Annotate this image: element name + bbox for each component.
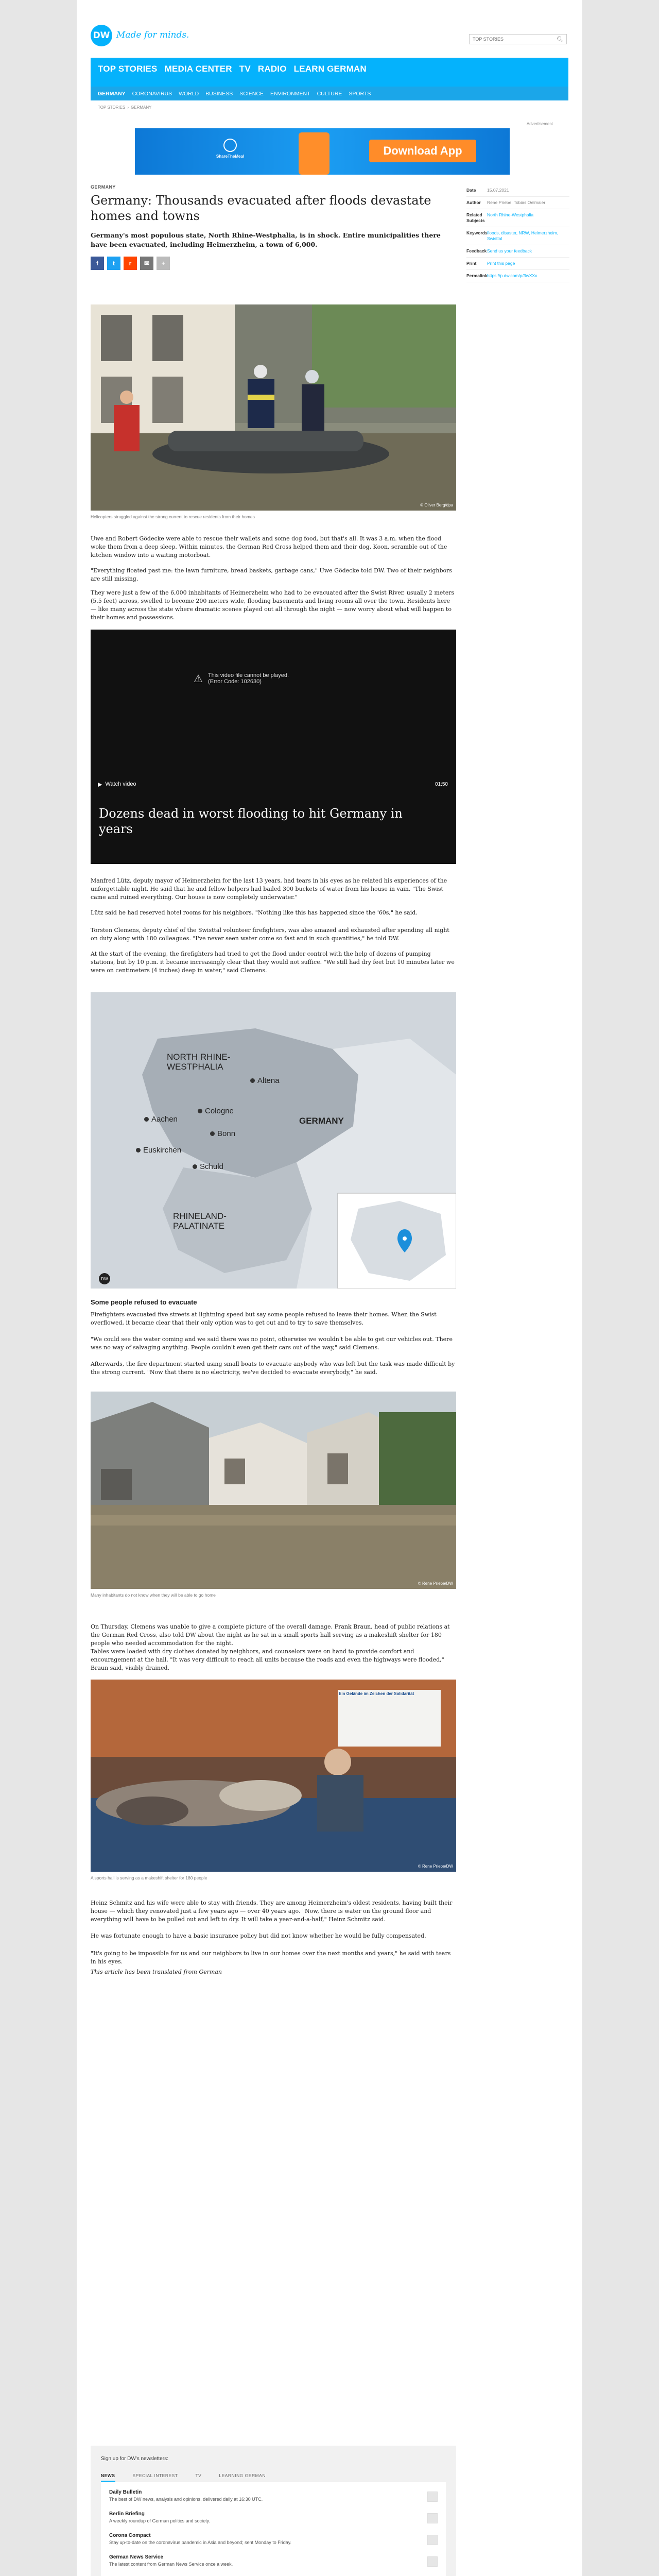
nav-radio[interactable]: RADIO <box>257 64 287 74</box>
article-intro: Germany's most populous state, North Rhine-Westphalia, is in shock. Entire municipalities there have been evacuated, including Heimerzheim, a town of 6,000. <box>91 231 441 248</box>
newsletter-item: German News Service The latest content from German News Service once a week. <box>101 2551 446 2573</box>
ad-label: Advertisement <box>526 122 553 126</box>
nav-media-center[interactable]: MEDIA CENTER <box>164 64 232 74</box>
photo-rescue-boat[interactable] <box>91 304 456 511</box>
video-player[interactable] <box>91 630 456 864</box>
map-city-schuld: Schuld <box>193 1162 223 1171</box>
newsletter-title: Sign up for DW's newsletters: <box>101 2456 168 2462</box>
meta-author: Author Rene Priebe, Tobias Oelmaier <box>466 197 569 209</box>
photo-credit: © Rene Priebe/DW <box>418 1864 453 1869</box>
tab-learning-german[interactable]: LEARNING GERMAN <box>219 2473 266 2478</box>
paragraph: Uwe and Robert Gödecke were able to rescue their wallets and some dog food, but that's all. It was 3 a.m. when the flood woke them from a deep sleep. Within minutes, the German Red Cross helped them and their dog, Koon, scramble out of the kitchen window into a waiting motorboat. <box>91 535 447 558</box>
subnav-culture[interactable]: CULTURE <box>317 90 342 97</box>
article-kicker: GERMANY <box>91 184 116 190</box>
nav-tv[interactable]: TV <box>239 64 251 74</box>
map-dw-logo: DW <box>99 1273 110 1284</box>
figure-flooded-street <box>91 1392 456 1598</box>
nav-learn-german[interactable]: LEARN GERMAN <box>293 64 367 74</box>
dw-logo[interactable]: DW <box>91 25 112 46</box>
map-city-bonn: Bonn <box>210 1129 235 1138</box>
breadcrumb-top-stories[interactable]: TOP STORIES <box>98 105 126 110</box>
tagline: Made for minds. <box>116 30 189 40</box>
map-region-rlp: RHINELAND- PALATINATE <box>173 1211 227 1231</box>
flood-map[interactable] <box>91 992 456 1289</box>
photo-credit: © Rene Priebe/DW <box>418 1581 453 1586</box>
photo-credit: © Oliver Berg/dpa <box>420 503 453 507</box>
subnav-science[interactable]: SCIENCE <box>239 90 264 97</box>
ad-banner[interactable] <box>135 128 510 175</box>
paragraph: Afterwards, the fire department started using small boats to evacuate anybody who was left but the task was made difficult by the strong current. "Now that there is no electricity, we've decided to evacuate everybody," he said. <box>91 1361 455 1376</box>
hall-banner-text: Ein Gelände im Zeichen der Solidarität <box>339 1691 414 1696</box>
meta-related: Related Subjects North Rhine-Westphalia <box>466 209 569 227</box>
subnav-business[interactable]: BUSINESS <box>205 90 233 97</box>
main-nav <box>91 58 568 100</box>
video-duration: 01:50 <box>435 781 448 787</box>
paragraph: Lütz said he had reserved hotel rooms for his neighbors. "Nothing like this has happened since the '60s," he said. <box>91 909 418 916</box>
ad-brand: ShareTheMeal <box>212 139 248 165</box>
map-city-altena: Altena <box>250 1076 280 1085</box>
paragraph: On Thursday, Clemens was unable to give a complete picture of the overall damage. Frank Braun, head of public relations at the German Red Cross, also told DW about the night as he sat in a small sports hall serving as a makeshift shelter for 180 people who needed accommodation for the night. <box>91 1623 450 1647</box>
photo-sports-hall[interactable] <box>91 1680 456 1872</box>
video-title: Dozens dead in worst flooding to hit Germany in years <box>99 806 403 836</box>
tab-news[interactable]: NEWS <box>101 2469 115 2482</box>
subnav-world[interactable]: WORLD <box>179 90 199 97</box>
search-box <box>469 34 567 44</box>
search-icon[interactable]: 🔍︎ <box>557 36 564 43</box>
search-input[interactable] <box>470 35 555 43</box>
meta-print: Print Print this page <box>466 258 569 270</box>
phone-illustration <box>299 132 330 175</box>
video-controls <box>91 777 456 791</box>
paragraph: Heinz Schmitz and his wife were able to stay with friends. They are among Heimerzheim's oldest residents, having built their house — which they renovated just a few years ago — over 40 years ago. "Now, there is water on the ground floor and everything will have to be pulled out and left to dry. It will take a year-and-a-half," Heinz Schmitz said. <box>91 1900 453 1923</box>
video-error: ⚠ This video file cannot be played. (Error Code: 102630) <box>194 672 289 685</box>
subnav-coronavirus[interactable]: CORONAVIRUS <box>132 90 172 97</box>
meta-keywords: Keywords floods, disaster, NRW, Heimerzheim, Swisttal <box>466 227 569 245</box>
photo-caption: A sports hall is serving as a makeshift shelter for 180 people <box>91 1875 207 1880</box>
article-meta-sidebar <box>466 184 569 282</box>
newsletter-checkbox[interactable] <box>427 2513 438 2523</box>
newsletter-item: Corona Compact Stay up-to-date on the coronavirus pandemic in Asia and beyond; sent Monday to Friday. <box>101 2530 446 2551</box>
more-share-icon[interactable]: + <box>157 257 170 270</box>
map-city-aachen: Aachen <box>144 1115 178 1124</box>
subnav-environment[interactable]: ENVIRONMENT <box>270 90 310 97</box>
map-city-euskirchen: Euskirchen <box>136 1146 181 1155</box>
facebook-share-icon[interactable]: f <box>91 257 104 270</box>
reddit-share-icon[interactable]: r <box>124 257 137 270</box>
map-country: GERMANY <box>299 1116 344 1126</box>
paragraph: They were just a few of the 6,000 inhabitants of Heimerzheim who had to be evacuated after the Swist River, usually 2 meters (5.5 feet) across, swelled to become 200 meters wide, flooding basements and living rooms all over the town. Residents here — like many across the state where dramatic scenes played out all through the night — now worry about what will happen to their homes and possessions. <box>91 589 455 621</box>
play-button[interactable]: ▶ Watch video <box>98 781 136 788</box>
paragraph: He was fortunate enough to have a basic insurance policy but did not know whether he would be fully compensated. <box>91 1933 426 1939</box>
photo-flooded-street[interactable] <box>91 1392 456 1589</box>
paragraph: "Everything floated past me: the lawn furniture, bread baskets, garbage cans," Uwe Gödecke told DW. Two of their neighbors are still missing. <box>91 567 453 582</box>
tab-tv[interactable]: TV <box>195 2473 202 2478</box>
subheading: Some people refused to evacuate <box>91 1298 197 1306</box>
paragraph: At the start of the evening, the firefighters had tried to get the flood under control with the help of dozens of pumping stations, but by 10 p.m. it became increasingly clear that they would not suffice. "We still had dry feet but 10 minutes later we were on centimeters (4 inches) deep in water," said Clemens. <box>91 951 455 974</box>
newsletter-item: Berlin Briefing A weekly roundup of German politics and society. <box>101 2508 446 2530</box>
play-icon: ▶ <box>98 781 102 788</box>
nav-top-stories[interactable]: TOP STORIES <box>98 64 158 74</box>
paragraph: Tables were loaded with dry clothes donated by neighbors, and counselors were on hand to provide comfort and encouragement at the hall. "It was very difficult to reach all units because the roads and even the highways were flooded," Braun said, visibly drained. <box>91 1648 444 1671</box>
tab-special-interest[interactable]: SPECIAL INTEREST <box>132 2473 178 2478</box>
globe-icon <box>223 139 237 152</box>
sub-nav <box>91 87 568 100</box>
photo-caption: Many inhabitants do not know when they will be able to go home <box>91 1592 216 1598</box>
article-headline: Germany: Thousands evacuated after floods devastate homes and towns <box>91 193 431 223</box>
figure-sports-hall <box>91 1680 456 1881</box>
map-city-cologne: Cologne <box>198 1107 234 1115</box>
header <box>77 14 582 57</box>
newsletter-checkbox[interactable] <box>427 2556 438 2567</box>
photo-caption: Helicopters struggled against the strong current to rescue residents from their homes <box>91 514 255 519</box>
paragraph: "We could see the water coming and we said there was no point, otherwise we wouldn't be able to get our vehicles out. There was no way of salvaging anything. People couldn't even get their cars out of the way," said Clemens. <box>91 1336 453 1351</box>
subnav-germany[interactable]: GERMANY <box>98 90 126 97</box>
subnav-sports[interactable]: SPORTS <box>349 90 371 97</box>
map-region-nrw: NORTH RHINE- WESTPHALIA <box>167 1052 231 1072</box>
meta-permalink: Permalink https://p.dw.com/p/3wXXx <box>466 270 569 282</box>
newsletter-checkbox[interactable] <box>427 2492 438 2502</box>
paragraph: Firefighters evacuated five streets at lightning speed but say some people refused to leave their homes. When the Swist overflowed, it became clear that their only option was to get out and to try to save themselves. <box>91 1311 437 1326</box>
meta-feedback: Feedback Send us your feedback <box>466 245 569 258</box>
mail-share-icon[interactable]: ✉ <box>140 257 153 270</box>
newsletter-item: Daily Bulletin The best of DW news, analysis and opinions, delivered daily at 16:30 UTC. <box>101 2486 446 2508</box>
paragraph: Torsten Clemens, deputy chief of the Swisttal volunteer firefighters, was also amazed and exhausted after spending all night on duty along with 180 colleagues. "I've never seen water come so fast and in such quantities," he told DW. <box>91 927 449 942</box>
ad-download-button[interactable]: Download App <box>369 140 476 162</box>
meta-date: Date 15.07.2021 <box>466 184 569 197</box>
newsletter-signup <box>91 2446 456 2576</box>
twitter-share-icon[interactable]: t <box>107 257 120 270</box>
newsletter-tabs <box>101 2469 446 2482</box>
paragraph: Manfred Lütz, deputy mayor of Heimerzheim for the last 13 years, had tears in his eyes as he related his experiences of the unforgettable night. He said that he and fellow helpers had bailed 300 buckets of water from his house in vain. "The Swist came and ruined everything. Our house is now completely underwater." <box>91 877 447 901</box>
share-bar <box>91 257 456 270</box>
newsletter-checkbox[interactable] <box>427 2535 438 2545</box>
translation-note: This article has been translated from German <box>91 1969 222 1975</box>
article <box>91 184 456 2431</box>
page-shell <box>77 0 582 2576</box>
paragraph: "It's going to be impossible for us and our neighbors to live in our homes over the next months and years," he said with tears in his eyes. <box>91 1950 451 1965</box>
newsletter-list <box>101 2482 446 2576</box>
warning-icon: ⚠ <box>194 673 203 685</box>
figure-rescue-boat <box>91 304 456 520</box>
breadcrumb-germany[interactable]: GERMANY <box>131 105 152 110</box>
breadcrumb: TOP STORIES › GERMANY <box>98 105 152 110</box>
